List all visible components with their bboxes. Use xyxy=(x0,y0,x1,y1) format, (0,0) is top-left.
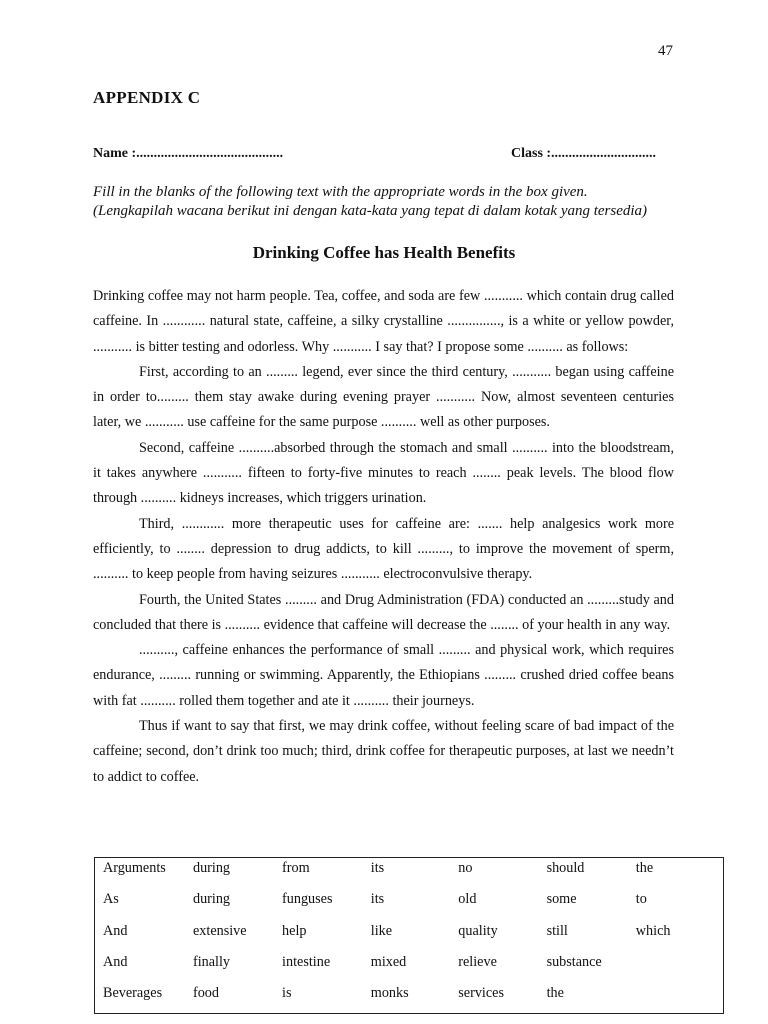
word-cell: monks xyxy=(370,985,409,1002)
paragraph-fifth: .........., caffeine enhances the performance of small ......... and physical work, which requires endurance, ......... running or swimming. Apparently, the Ethiopians ......... crushed dried coffee beans with fat .......... rolled them together and ate it .......... their journeys. xyxy=(93,642,674,709)
paragraph-first: First, according to an ......... legend, ever since the third century, ........... began using caffeine in order to......... them stay awake during evening prayer ........... Now, almost seventeen centuries later, we ........... use caffeine for the same purpose .......... well as other purposes. xyxy=(93,363,674,431)
word-cell: to xyxy=(635,891,647,908)
word-cell: quality xyxy=(458,922,498,939)
word-cell: its xyxy=(370,891,385,908)
word-cell xyxy=(636,954,723,985)
paragraph-third: Third, ............ more therapeutic uses for caffeine are: ....... help analgesics work more efficiently, to ........ depression to drug addicts, to kill ........., to improve the movement of sperm, .......... to keep people from having seizures ........... electroconvulsive therapy. xyxy=(93,515,674,583)
passage xyxy=(93,284,674,790)
page-number: 47 xyxy=(658,43,673,59)
word-row xyxy=(103,954,723,985)
word-cell: mixed xyxy=(370,953,407,970)
instructions-english: Fill in the blanks of the following text with the appropriate words in the box given. xyxy=(93,184,588,200)
word-cell: finally xyxy=(192,953,231,970)
class-field: Class :.............................. xyxy=(511,146,657,161)
paragraph-conclusion: Thus if want to say that first, we may drink coffee, without feeling scare of bad impact of the caffeine; second, don’t drink too much; third, drink coffee for therapeutic purposes, at last we needn’t to addict to coffee. xyxy=(93,718,674,785)
passage-title: Drinking Coffee has Health Benefits xyxy=(252,243,516,262)
word-cell: funguses xyxy=(282,891,333,908)
word-cell: old xyxy=(458,891,477,908)
word-cell: And xyxy=(103,922,128,939)
word-cell: which xyxy=(635,922,671,939)
word-cell: is xyxy=(282,985,292,1002)
word-cell: And xyxy=(103,953,128,970)
word-row xyxy=(103,891,723,922)
word-row xyxy=(103,923,723,954)
appendix-title: APPENDIX C xyxy=(93,88,201,107)
word-cell: services xyxy=(458,985,504,1002)
word-cell: Arguments xyxy=(103,860,166,876)
word-cell: during xyxy=(192,860,231,876)
word-cell: its xyxy=(370,860,385,876)
name-field: Name :.......................................... xyxy=(93,146,284,161)
word-box xyxy=(94,857,724,1014)
word-cell: no xyxy=(458,860,473,876)
word-cell: intestine xyxy=(282,953,331,970)
instructions-indonesian: (Lengkapilah wacana berikut ini dengan kata-kata yang tepat di dalam kotak yang tersedia) xyxy=(93,203,648,219)
word-row xyxy=(103,860,723,891)
word-cell: like xyxy=(370,922,393,939)
instructions xyxy=(93,183,683,221)
word-cell: the xyxy=(546,985,564,1002)
word-cell xyxy=(636,985,723,1016)
word-cell: As xyxy=(103,891,119,908)
paragraph-fourth: Fourth, the United States ......... and Drug Administration (FDA) conducted an .........study and concluded that there is .......... evidence that caffeine will decrease the ........ of your health in any way. xyxy=(93,591,674,633)
word-cell: still xyxy=(546,922,568,939)
word-cell: from xyxy=(282,860,310,876)
word-cell: food xyxy=(192,985,219,1002)
word-table xyxy=(103,860,723,1016)
word-cell: some xyxy=(546,891,577,908)
word-cell: during xyxy=(192,891,231,908)
word-cell: extensive xyxy=(192,922,247,939)
word-cell: relieve xyxy=(458,953,497,970)
paragraph-second: Second, caffeine ..........absorbed through the stomach and small .......... into the bloodstream, it takes anywhere ........... fifteen to forty-five minutes to reach ........ peak levels. The blood flow through .......... kidneys increases, which triggers urination. xyxy=(93,439,674,507)
word-cell: substance xyxy=(546,953,602,970)
word-cell: help xyxy=(282,922,307,939)
paragraph-intro: Drinking coffee may not harm people. Tea, coffee, and soda are few ........... which contain drug called caffeine. In ............ natural state, caffeine, a silky crystalline ..............., is a white or yellow powder, ........... is bitter testing and odorless. Why ........... I say that? I propose some .......... as follows: xyxy=(93,288,674,355)
word-row xyxy=(103,985,723,1016)
word-cell: the xyxy=(635,860,654,876)
word-cell: Beverages xyxy=(103,985,163,1002)
word-cell: should xyxy=(546,860,585,876)
